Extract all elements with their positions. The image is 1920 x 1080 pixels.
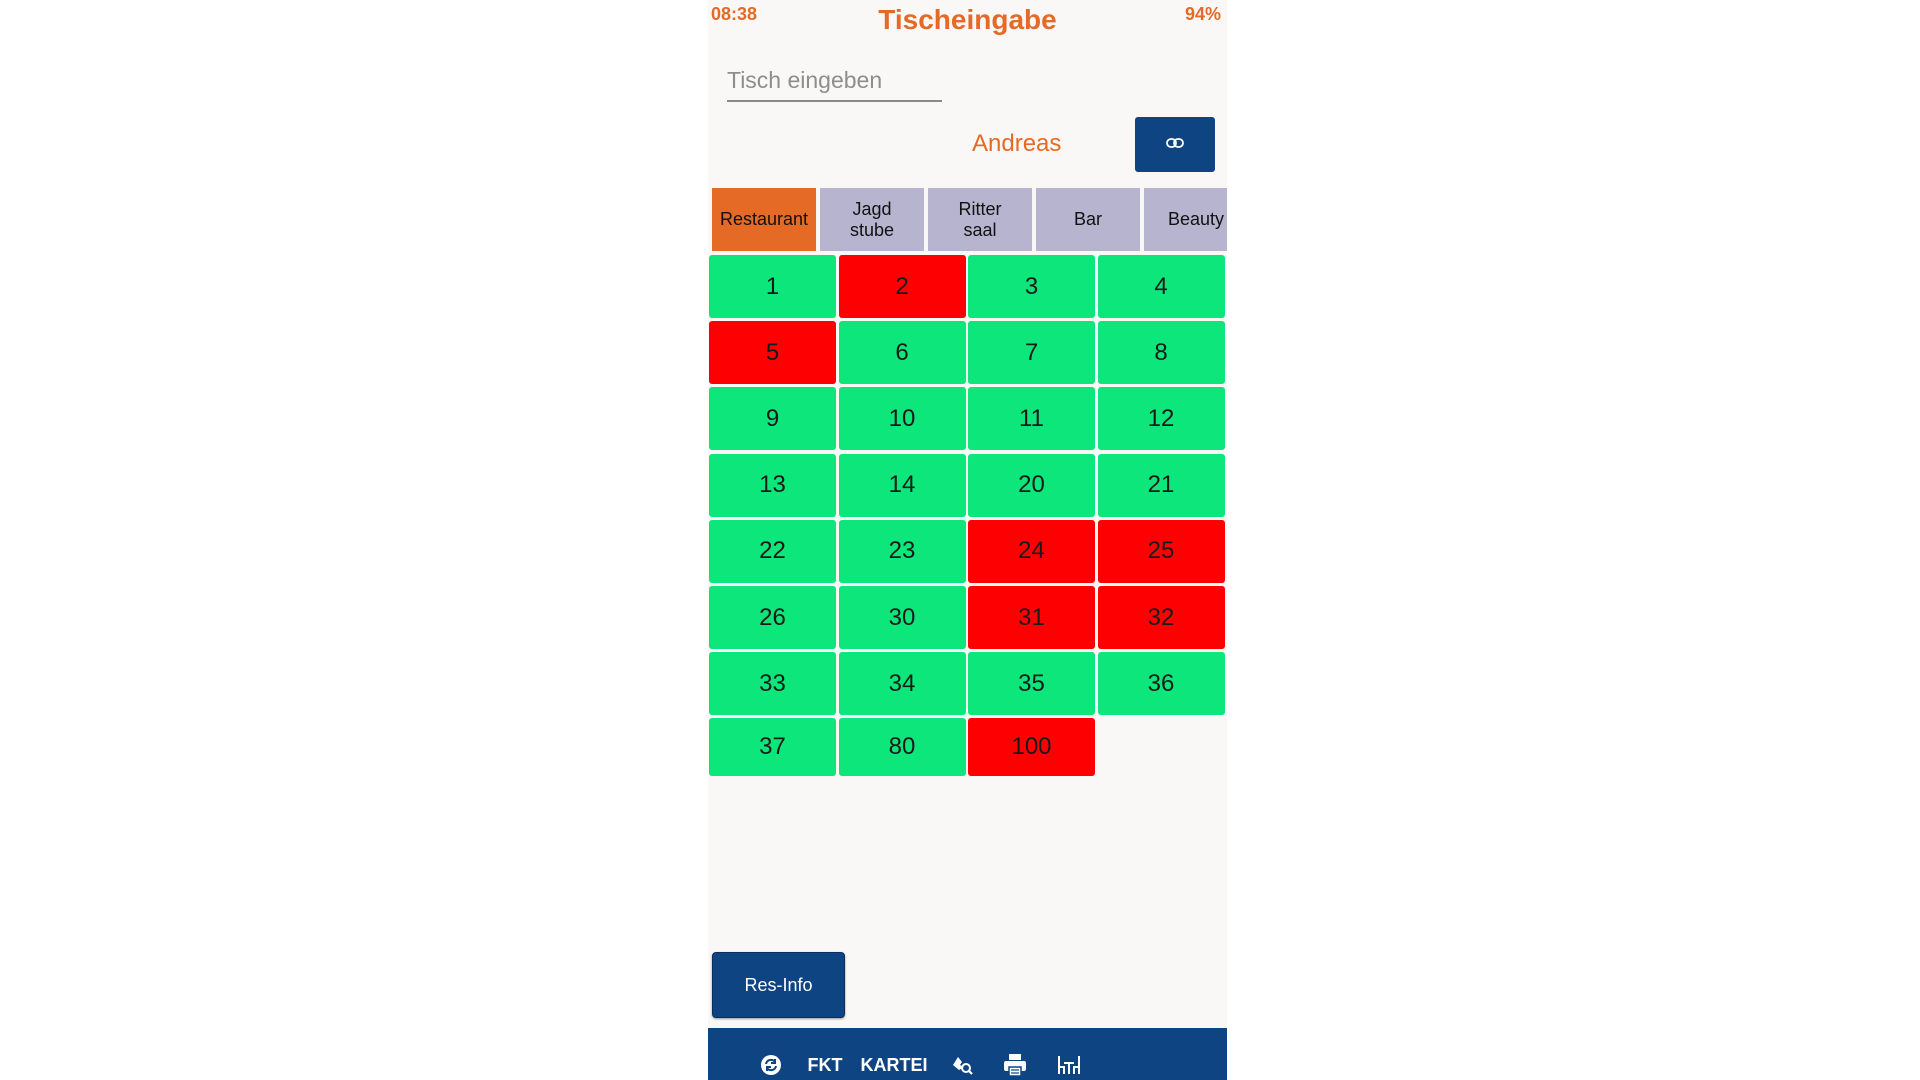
table-button-25[interactable]: 25	[1098, 520, 1225, 583]
table-button-1[interactable]: 1	[709, 255, 836, 318]
battery-level: 94%	[1184, 4, 1221, 24]
hand-search-icon[interactable]	[948, 1054, 976, 1076]
table-button-13[interactable]: 13	[709, 454, 836, 517]
status-time: 08:38	[711, 4, 758, 24]
area-tabs	[712, 188, 1227, 251]
tab-jagdstube[interactable]: Jagd stube	[820, 188, 924, 251]
link-icon	[1166, 136, 1184, 154]
table-button-7[interactable]: 7	[968, 321, 1095, 384]
table-button-4[interactable]: 4	[1098, 255, 1225, 318]
tab-restaurant[interactable]: Restaurant	[712, 188, 816, 251]
res-info-button[interactable]: Res-Info	[712, 952, 845, 1018]
table-button-30[interactable]: 30	[839, 586, 966, 649]
refresh-icon[interactable]	[757, 1054, 785, 1076]
table-button-20[interactable]: 20	[968, 454, 1095, 517]
table-button-8[interactable]: 8	[1098, 321, 1225, 384]
toolbar-kartei-button[interactable]: KARTEI	[860, 1054, 928, 1075]
table-button-34[interactable]: 34	[839, 652, 966, 715]
phone-screen	[708, 0, 1227, 1080]
tab-rittersaal[interactable]: Ritter saal	[928, 188, 1032, 251]
table-button-10[interactable]: 10	[839, 387, 966, 450]
table-button-80[interactable]: 80	[839, 718, 966, 776]
table-button-5[interactable]: 5	[709, 321, 836, 384]
table-button-36[interactable]: 36	[1098, 652, 1225, 715]
table-button-31[interactable]: 31	[968, 586, 1095, 649]
table-button-12[interactable]: 12	[1098, 387, 1225, 450]
tab-beauty[interactable]: Beauty	[1144, 188, 1227, 251]
table-button-32[interactable]: 32	[1098, 586, 1225, 649]
table-button-3[interactable]: 3	[968, 255, 1095, 318]
printer-icon[interactable]	[1001, 1054, 1029, 1076]
table-button-23[interactable]: 23	[839, 520, 966, 583]
table-button-21[interactable]: 21	[1098, 454, 1225, 517]
table-button-11[interactable]: 11	[968, 387, 1095, 450]
table-chairs-icon[interactable]	[1055, 1054, 1083, 1076]
table-button-26[interactable]: 26	[709, 586, 836, 649]
bottom-toolbar	[708, 1028, 1227, 1080]
link-button[interactable]	[1135, 117, 1215, 172]
table-number-input[interactable]	[727, 64, 942, 102]
table-button-100[interactable]: 100	[968, 718, 1095, 776]
table-button-9[interactable]: 9	[709, 387, 836, 450]
table-button-35[interactable]: 35	[968, 652, 1095, 715]
table-button-33[interactable]: 33	[709, 652, 836, 715]
page-title: Tischeingabe	[878, 4, 1057, 35]
table-button-6[interactable]: 6	[839, 321, 966, 384]
table-button-14[interactable]: 14	[839, 454, 966, 517]
table-button-37[interactable]: 37	[709, 718, 836, 776]
table-button-22[interactable]: 22	[709, 520, 836, 583]
table-button-2[interactable]: 2	[839, 255, 966, 318]
waiter-name: Andreas	[972, 130, 1062, 157]
tab-bar[interactable]: Bar	[1036, 188, 1140, 251]
toolbar-fkt-button[interactable]: FKT	[807, 1054, 843, 1075]
table-button-24[interactable]: 24	[968, 520, 1095, 583]
